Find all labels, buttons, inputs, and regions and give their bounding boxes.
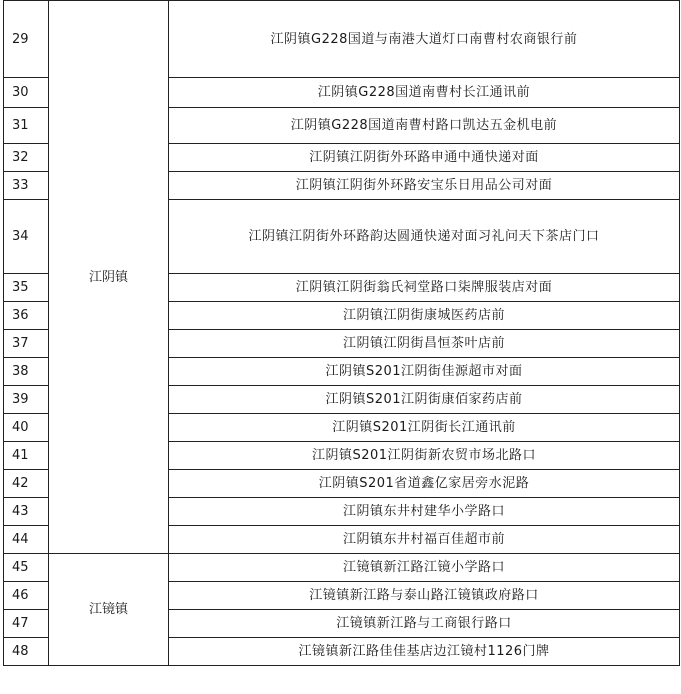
location-cell: 江阴镇江阴街翁氏祠堂路口柒牌服装店对面 bbox=[169, 274, 680, 302]
location-cell: 江阴镇东井村建华小学路口 bbox=[169, 498, 680, 526]
location-cell: 江镜镇新江路与工商银行路口 bbox=[169, 610, 680, 638]
row-number: 43 bbox=[4, 498, 49, 526]
location-table bbox=[3, 0, 680, 666]
row-number: 44 bbox=[4, 526, 49, 554]
row-number: 38 bbox=[4, 358, 49, 386]
location-cell: 江阴镇S201省道鑫亿家居旁水泥路 bbox=[169, 470, 680, 498]
location-cell: 江阴镇江阴街康城医药店前 bbox=[169, 302, 680, 330]
row-number: 39 bbox=[4, 386, 49, 414]
location-cell: 江阴镇江阴街外环路安宝乐日用品公司对面 bbox=[169, 172, 680, 200]
row-number: 40 bbox=[4, 414, 49, 442]
row-number: 30 bbox=[4, 78, 49, 108]
table-row bbox=[4, 1, 680, 78]
row-number: 29 bbox=[4, 1, 49, 78]
row-number: 45 bbox=[4, 554, 49, 582]
town-name-cell: 江阴镇 bbox=[49, 1, 169, 554]
location-cell: 江阴镇G228国道与南港大道灯口南曹村农商银行前 bbox=[169, 1, 680, 78]
row-number: 31 bbox=[4, 108, 49, 144]
town-name-cell: 江镜镇 bbox=[49, 554, 169, 666]
location-cell: 江镜镇新江路佳佳基店边江镜村1126门牌 bbox=[169, 638, 680, 666]
row-number: 32 bbox=[4, 144, 49, 172]
row-number: 33 bbox=[4, 172, 49, 200]
table-row bbox=[4, 554, 680, 582]
row-number: 48 bbox=[4, 638, 49, 666]
location-cell: 江阴镇S201江阴街长江通讯前 bbox=[169, 414, 680, 442]
location-table-wrapper bbox=[3, 0, 679, 670]
location-cell: 江阴镇S201江阴街新农贸市场北路口 bbox=[169, 442, 680, 470]
row-number: 34 bbox=[4, 200, 49, 274]
location-cell: 江阴镇S201江阴街康佰家药店前 bbox=[169, 386, 680, 414]
row-number: 36 bbox=[4, 302, 49, 330]
location-cell: 江阴镇G228国道南曹村长江通讯前 bbox=[169, 78, 680, 108]
location-cell: 江镜镇新江路江镜小学路口 bbox=[169, 554, 680, 582]
location-cell: 江阴镇东井村福百佳超市前 bbox=[169, 526, 680, 554]
row-number: 35 bbox=[4, 274, 49, 302]
row-number: 41 bbox=[4, 442, 49, 470]
location-cell: 江阴镇江阴街昌恒茶叶店前 bbox=[169, 330, 680, 358]
location-cell: 江阴镇江阴街外环路申通中通快递对面 bbox=[169, 144, 680, 172]
location-cell: 江阴镇G228国道南曹村路口凯达五金机电前 bbox=[169, 108, 680, 144]
row-number: 42 bbox=[4, 470, 49, 498]
location-cell: 江阴镇江阴街外环路韵达圆通快递对面习礼问天下茶店门口 bbox=[169, 200, 680, 274]
row-number: 47 bbox=[4, 610, 49, 638]
location-cell: 江阴镇S201江阴街佳源超市对面 bbox=[169, 358, 680, 386]
row-number: 46 bbox=[4, 582, 49, 610]
row-number: 37 bbox=[4, 330, 49, 358]
location-cell: 江镜镇新江路与泰山路江镜镇政府路口 bbox=[169, 582, 680, 610]
